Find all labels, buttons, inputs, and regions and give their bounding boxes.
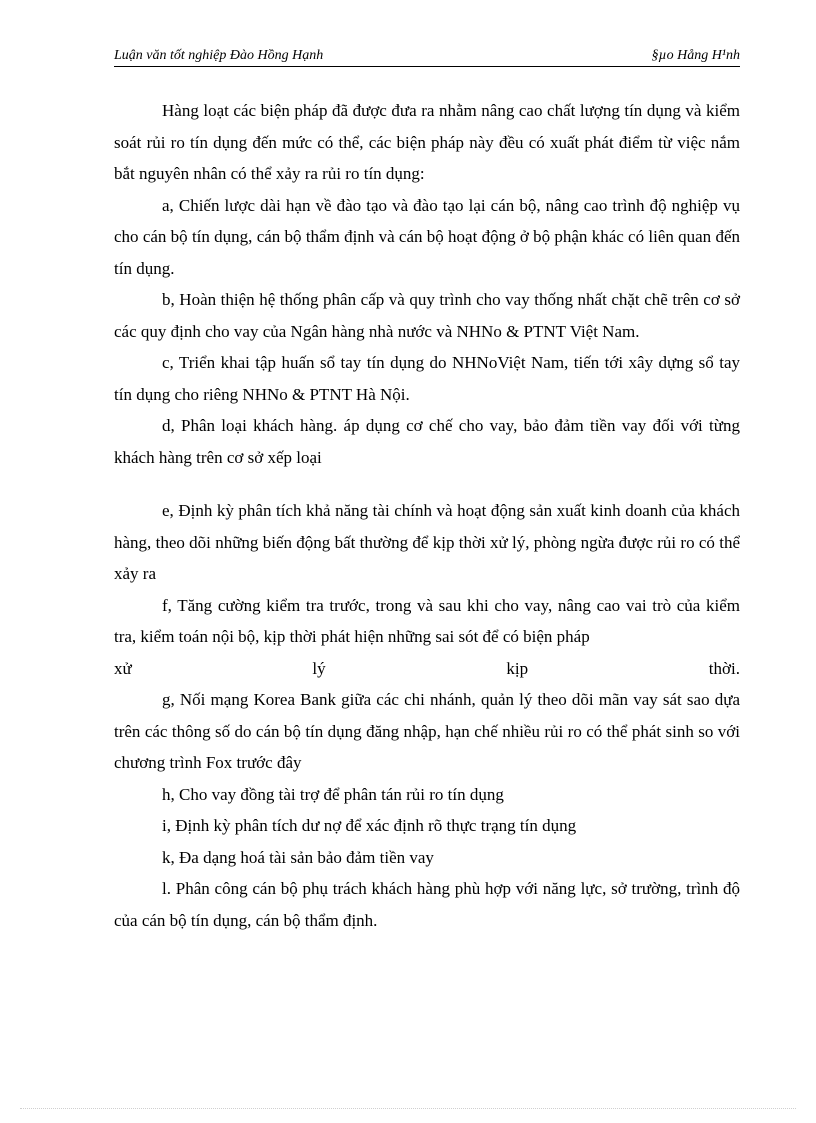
paragraph-h: h, Cho vay đồng tài trợ để phân tán rủi ro tín dụng [162, 784, 504, 804]
paragraph-g: g, Nối mạng Korea Bank giữa các chi nhánh, quản lý theo dõi mãn vay sát sao dựa trên các thông số do cán bộ tín dụng đăng nhập, hạn chế nhiều rủi ro có thể phát sinh so với chương trình Fox trước đây [114, 690, 740, 772]
page-header [114, 48, 740, 68]
page-bottom-rule [20, 1108, 796, 1109]
paragraph-i: i, Định kỳ phân tích dư nợ để xác định rõ thực trạng tín dụng [162, 816, 577, 835]
paragraph-k: k, Đa dạng hoá tài sản bảo đảm tiền vay [162, 847, 434, 867]
paragraph-c: c, Triển khai tập huấn sổ tay tín dụng do NHNoViệt Nam, tiến tới xây dựng sổ tay tín dụng cho riêng NHNo & PTNT Hà Nội. [114, 353, 740, 404]
header-left-text: Luận văn tốt nghiệp Đào Hồng Hạnh [114, 48, 324, 63]
document-body [114, 95, 740, 936]
header-rule [114, 66, 740, 67]
paragraph-b: b, Hoàn thiện hệ thống phân cấp và quy trình cho vay thống nhất chặt chẽ trên cơ sở các quy định cho vay của Ngân hàng nhà nước và NHNo & PTNT Việt Nam. [114, 290, 740, 341]
paragraph-d: d, Phân loại khách hàng. áp dụng cơ chế cho vay, bảo đảm tiền vay đối với từng khách hàng trên cơ sở xếp loại [114, 416, 740, 467]
header-right-text: §µo Hång H¹nh [651, 48, 740, 63]
paragraph-a: a, Chiến lược dài hạn về đào tạo và đào tạo lại cán bộ, nâng cao trình độ nghiệp vụ cho cán bộ tín dụng, cán bộ thẩm định và cán bộ hoạt động ở bộ phận khác có liên quan đến tín dụng. [114, 195, 740, 278]
paragraph-f-continuation: xử lý kịp thời. [114, 658, 740, 678]
paragraph-e: e, Định kỳ phân tích khả năng tài chính và hoạt động sản xuất kinh doanh của khách hàng, theo dõi những biến động bất thường để kịp thời xử lý, phòng ngừa được rủi ro có thể xảy ra [114, 501, 740, 583]
paragraph-l: l. Phân công cán bộ phụ trách khách hàng phù hợp với năng lực, sở trường, trình độ của cán bộ tín dụng, cán bộ thẩm định. [114, 879, 740, 930]
paragraph-intro: Hàng loạt các biện pháp đã được đưa ra nhằm nâng cao chất lượng tín dụng và kiểm soát rủi ro tín dụng đến mức có thể, các biện pháp này đều có xuất phát điểm từ việc nắm bắt nguyên nhân có thể xảy ra rủi ro tín dụng: [114, 101, 740, 183]
paragraph-f: f, Tăng cường kiểm tra trước, trong và sau khi cho vay, nâng cao vai trò của kiểm tra, kiểm toán nội bộ, kịp thời phát hiện những sai sót để có biện pháp [114, 595, 740, 646]
